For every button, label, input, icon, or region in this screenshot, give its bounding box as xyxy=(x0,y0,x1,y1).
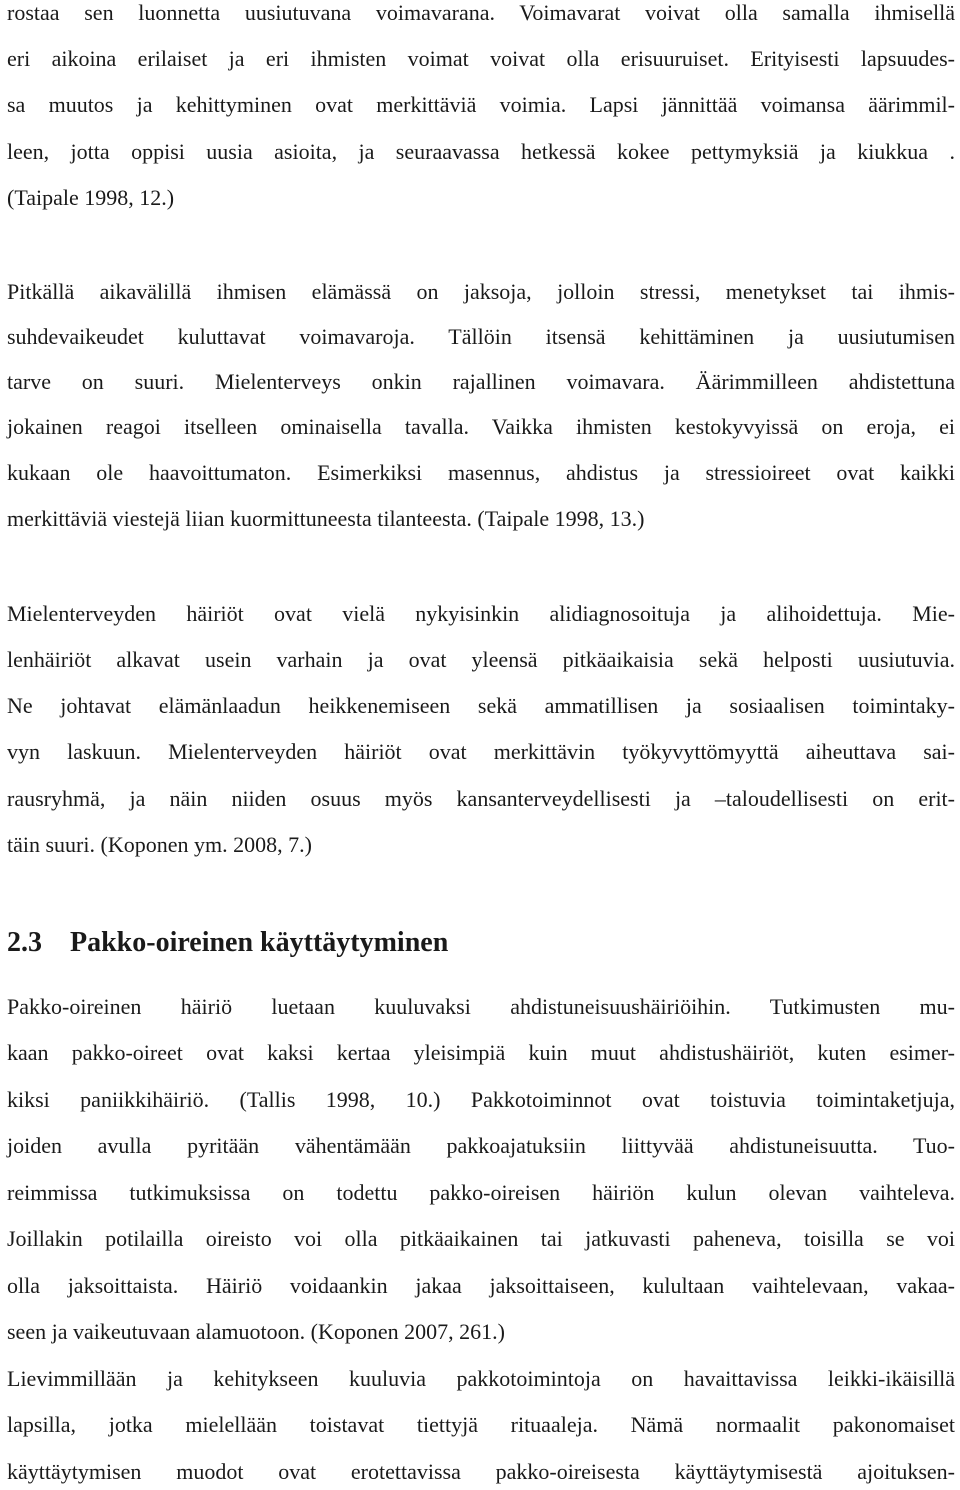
section-paragraph-1-line: reimmissa tutkimuksissa on todettu pakko-oireisen häiriön kulun olevan vaihteleva. xyxy=(7,1180,955,1205)
paragraph-3-line: vyn laskuun. Mielenterveyden häiriöt ovat merkittävin työkyvyttömyyttä aiheuttava sai- xyxy=(7,739,955,764)
paragraph-3-line: täin suuri. (Koponen ym. 2008, 7.) xyxy=(7,832,312,857)
paragraph-2-line: Pitkällä aikavälillä ihmisen elämässä on jaksoja, jolloin stressi, menetykset tai ihmis- xyxy=(7,279,955,304)
paragraph-1-line: (Taipale 1998, 12.) xyxy=(7,185,175,210)
paragraph-3-line: Ne johtavat elämänlaadun heikkenemiseen sekä ammatillisen ja sosiaalisen toimintaky- xyxy=(7,693,955,718)
section-paragraph-2-line: Lievimmillään ja kehitykseen kuuluvia pakkotoimintoja on havaittavissa leikki-ikäisillä xyxy=(7,1366,955,1391)
section-paragraph-1-line: Pakko-oireinen häiriö luetaan kuuluvaksi ahdistuneisuushäiriöihin. Tutkimusten mu- xyxy=(7,994,955,1019)
paragraph-1-line: sa muutos ja kehittyminen ovat merkittäviä voimia. Lapsi jännittää voimansa äärimmil- xyxy=(7,92,955,117)
paragraph-2-line: tarve on suuri. Mielenterveys onkin rajallinen voimavara. Äärimmilleen ahdistettuna xyxy=(7,369,955,394)
paragraph-2-line: jokainen reagoi itselleen ominaisella tavalla. Vaikka ihmisten kestokyvyissä on eroja, ei xyxy=(7,414,955,439)
section-paragraph-1-line: joiden avulla pyritään vähentämään pakkoajatuksiin liittyvää ahdistuneisuutta. Tuo- xyxy=(7,1133,955,1158)
section-paragraph-1-line: kiksi paniikkihäiriö. (Tallis 1998, 10.) Pakkotoiminnot ovat toistuvia toimintaketjuja, xyxy=(7,1087,955,1112)
paragraph-3-line: rausryhmä, ja näin niiden osuus myös kansanterveydellisesti ja –taloudellisesti on erit- xyxy=(7,786,955,811)
section-title: Pakko-oireinen käyttäytyminen xyxy=(70,927,449,958)
paragraph-3-line: Mielenterveyden häiriöt ovat vielä nykyisinkin alidiagnosoituja ja alihoidettuja. Mie- xyxy=(7,601,955,626)
section-paragraph-1-line: olla jaksoittaista. Häiriö voidaankin jakaa jaksoittaiseen, kulultaan vaihtelevaan, vakaa- xyxy=(7,1273,955,1298)
section-heading xyxy=(7,925,448,961)
section-paragraph-1-line: Joillakin potilailla oireisto voi olla pitkäaikainen tai jatkuvasti paheneva, toisilla se voi xyxy=(7,1226,955,1251)
section-paragraph-2-line: käyttäytymisen muodot ovat erotettavissa pakko-oireisesta käyttäytymisestä ajoituksen- xyxy=(7,1459,955,1484)
paragraph-1-line: leen, jotta oppisi uusia asioita, ja seuraavassa hetkessä kokee pettymyksiä ja kiukkua . xyxy=(7,139,955,164)
paragraph-1-line: eri aikoina erilaiset ja eri ihmisten voimat voivat olla erisuuruiset. Erityisesti lapsuudes- xyxy=(7,46,955,71)
section-paragraph-2-line: lapsilla, jotka mielellään toistavat tiettyjä rituaaleja. Nämä normaalit pakonomaiset xyxy=(7,1412,955,1437)
paragraph-2-line: suhdevaikeudet kuluttavat voimavaroja. Tällöin itsensä kehittäminen ja uusiutumisen xyxy=(7,324,955,349)
paragraph-3-line: lenhäiriöt alkavat usein varhain ja ovat yleensä pitkäaikaisia sekä helposti uusiutuvia. xyxy=(7,647,955,672)
section-paragraph-1-line: kaan pakko-oireet ovat kaksi kertaa yleisimpiä kuin muut ahdistushäiriöt, kuten esimer- xyxy=(7,1040,955,1065)
section-number: 2.3 xyxy=(7,927,42,958)
paragraph-1-line: rostaa sen luonnetta uusiutuvana voimavarana. Voimavarat voivat olla samalla ihmisellä xyxy=(7,0,955,25)
paragraph-2-line: kukaan ole haavoittumaton. Esimerkiksi masennus, ahdistus ja stressioireet ovat kaikki xyxy=(7,460,955,485)
paragraph-2-line: merkittäviä viestejä liian kuormittuneesta tilanteesta. (Taipale 1998, 13.) xyxy=(7,506,645,531)
section-paragraph-1-line: seen ja vaikeutuvaan alamuotoon. (Koponen 2007, 261.) xyxy=(7,1319,505,1344)
